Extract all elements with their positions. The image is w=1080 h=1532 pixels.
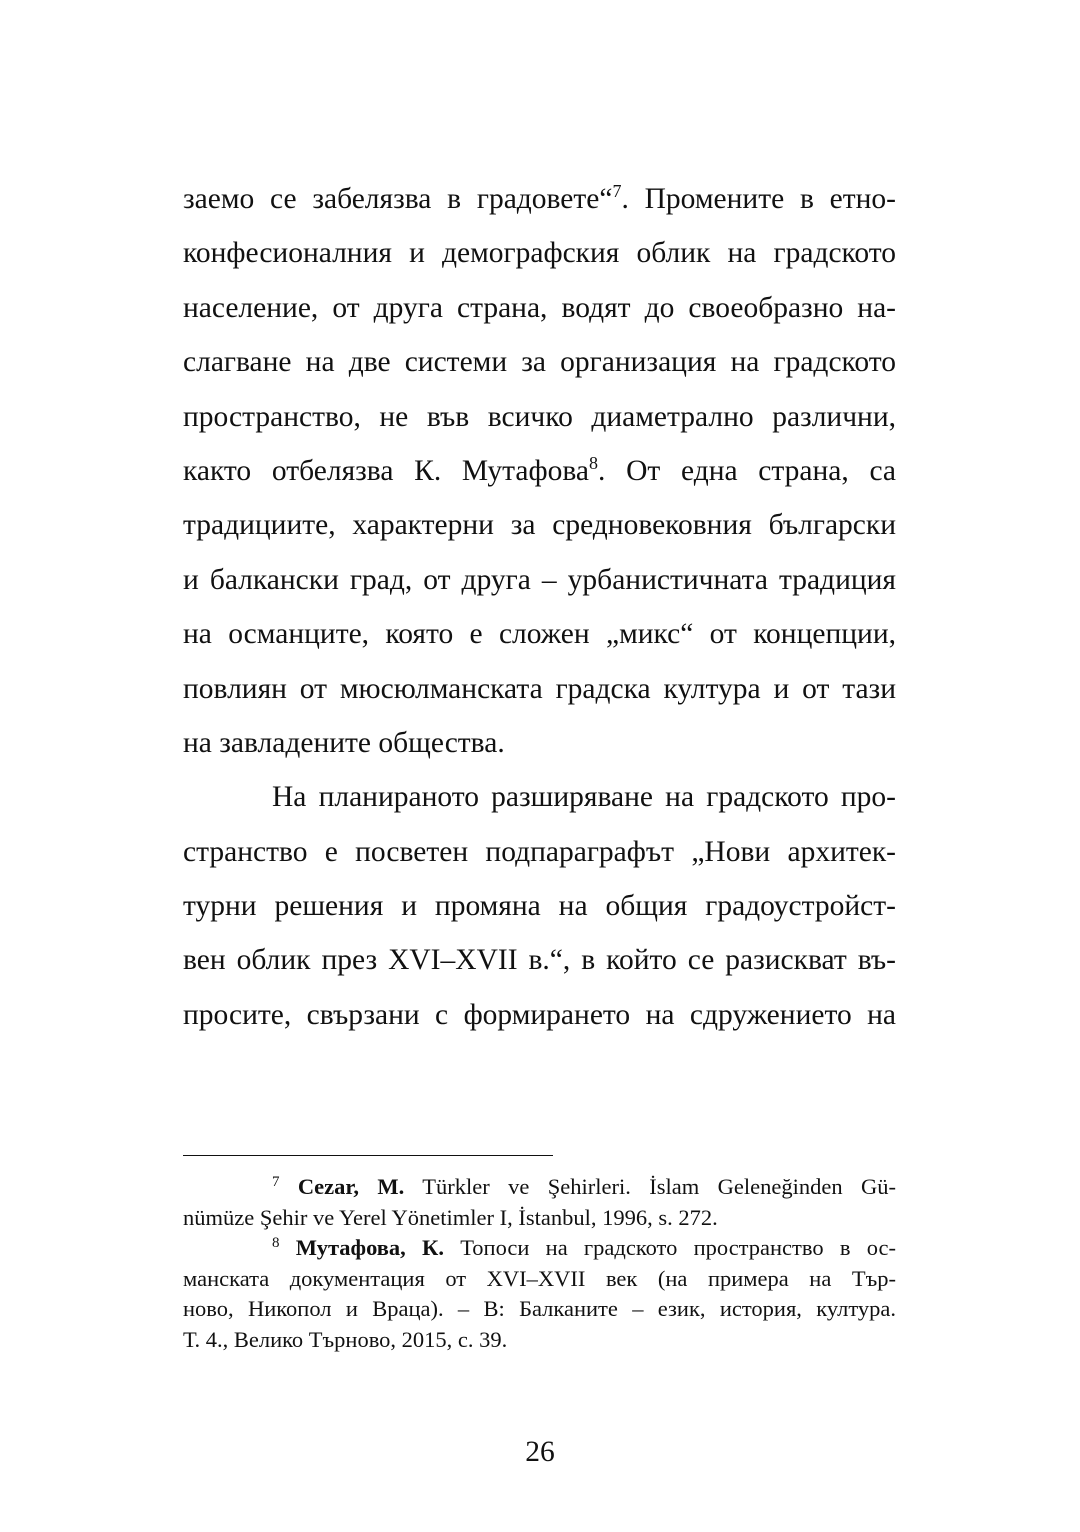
footnote-line: nümüze Şehir ve Yerel Yönetimler I, İstanbul, 1996, s. 272. [183,1204,718,1230]
footnote-line: Т. 4., Велико Търново, 2015, с. 39. [183,1326,508,1352]
text-line: конфесионалния и демографския облик на градското [183,237,896,270]
text-line: пространство, не във всичко диаметрално различни, [183,400,896,433]
footnote-text: Türkler ve Şehirleri. İslam Geleneğinden Gü- [404,1174,897,1199]
footnote-number: 8 [272,1235,280,1251]
footnote [183,1233,896,1355]
text-line: и балкански град, от друга – урбанистичната традиция [183,563,896,596]
footnotes [183,1172,896,1355]
footnote-line [183,1172,896,1203]
text-line: на османците, която е сложен „микс“ от концепции, [183,618,896,651]
text-fragment: заемо се забелязва в градовете“ [183,183,613,215]
text-line: слагване на две системи за организация на градското [183,346,896,379]
text-line [183,444,896,498]
footnote-line: ново, Никопол и Враца). – В: Балканите – език, история, култура. [183,1296,896,1321]
footnote-author: Мутафова, К. [295,1235,444,1260]
text-fragment: . Промените в етно- [621,183,897,215]
page-number: 26 [525,1436,555,1468]
body-text [183,172,896,1042]
footnote-line [183,1233,896,1264]
footnote-line: манската документация от XVI–XVII век (на примера на Тър- [183,1265,896,1291]
text-line: просите, свързани с формирането на сдружението на [183,998,896,1031]
paragraph [183,770,896,1042]
footnote-text: Топоси на градското пространство в ос- [443,1235,896,1260]
text-line: традициите, характерни за средновековния български [183,509,896,542]
text-line: турни решения и промяна на общия градоустройст- [183,890,896,923]
text-line: на завладените общества. [183,726,505,759]
text-fragment: както отбелязва К. Мутафова [183,454,589,487]
footnote-separator [183,1155,553,1156]
text-line [183,172,896,226]
paragraph [183,172,896,770]
footnote-reference: 7 [612,181,622,201]
footnote-number: 7 [272,1174,280,1190]
footnote-reference: 8 [589,452,598,473]
text-line: вен облик през XVI–XVII в.“, в който се разискват въ- [183,944,896,977]
text-line: повлиян от мюсюлманската градска култура и от тази [183,672,896,705]
footnote-author: Cezar, M. [297,1174,405,1199]
text-line: население, от друга страна, водят до своеобразно на- [183,291,896,324]
text-line: На планираното разширяване на градското про- [272,781,896,814]
text-fragment: . От една страна, са [598,454,896,487]
footnote [183,1172,896,1233]
text-line: странство е посветен подпараграфът „Нови архитек- [183,835,896,868]
